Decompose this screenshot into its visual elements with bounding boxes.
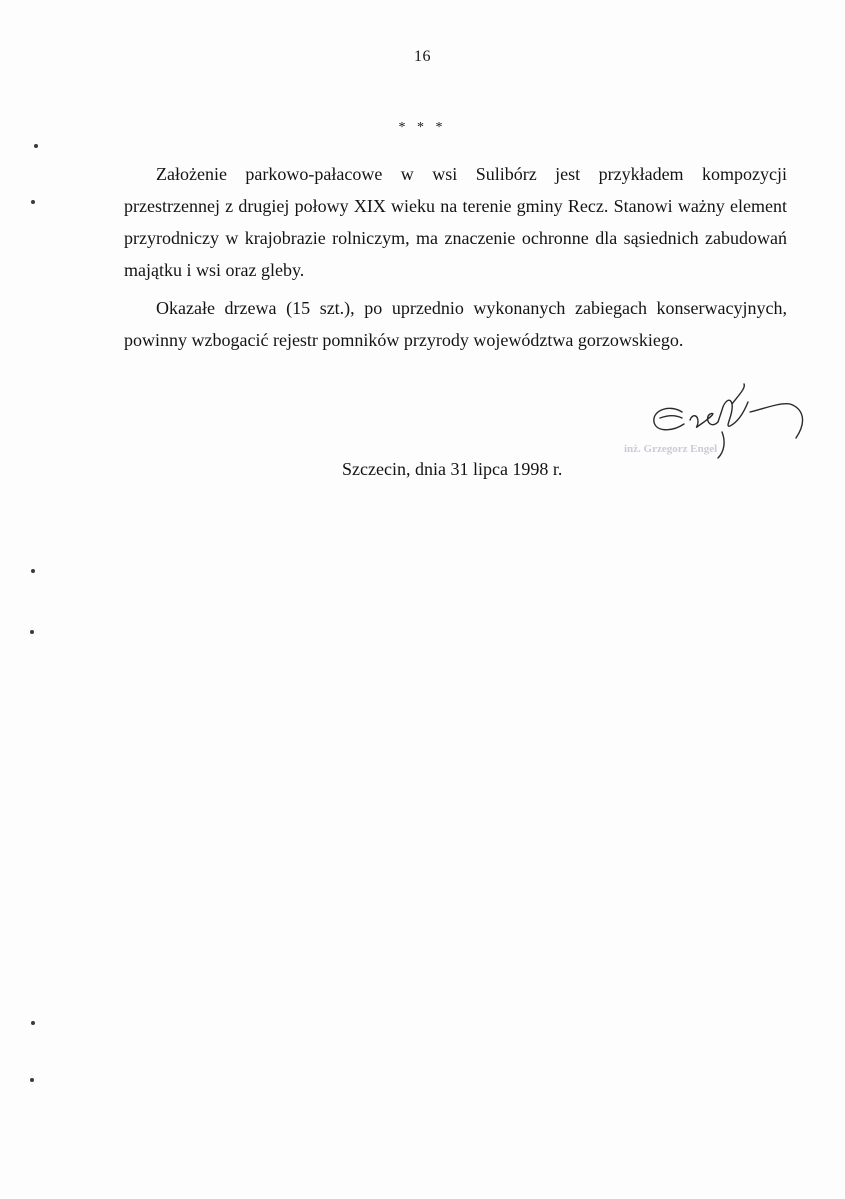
margin-punch-mark [30, 1078, 34, 1082]
signature-stamp [620, 382, 820, 462]
margin-punch-mark [31, 1021, 35, 1025]
date-line: Szczecin, dnia 31 lipca 1998 r. [342, 459, 563, 479]
paragraph-1: Założenie parkowo-pałacowe w wsi Sulibórz jest przykładem kompozycji przestrzennej z drugiej połowy XIX wieku na terenie gminy Recz. Stanowi ważny element przyrodniczy w krajobrazie rolniczym, ma znaczenie ochronne dla sąsiednich zabudowań majątku i wsi oraz gleby. [124, 164, 787, 280]
paragraph-2: Okazałe drzewa (15 szt.), po uprzednio wykonanych zabiegach konserwacyjnych, powinny wzbogacić rejestr pomników przyrody województwa gorzowskiego. [124, 298, 787, 350]
margin-punch-mark [30, 630, 34, 634]
margin-punch-mark [34, 144, 38, 148]
margin-punch-mark [31, 200, 35, 204]
page-number: 16 [414, 48, 431, 65]
section-marker: * * * [398, 120, 447, 135]
margin-punch-mark [31, 569, 35, 573]
stamp-text: inż. Grzegorz Engel [624, 443, 718, 455]
